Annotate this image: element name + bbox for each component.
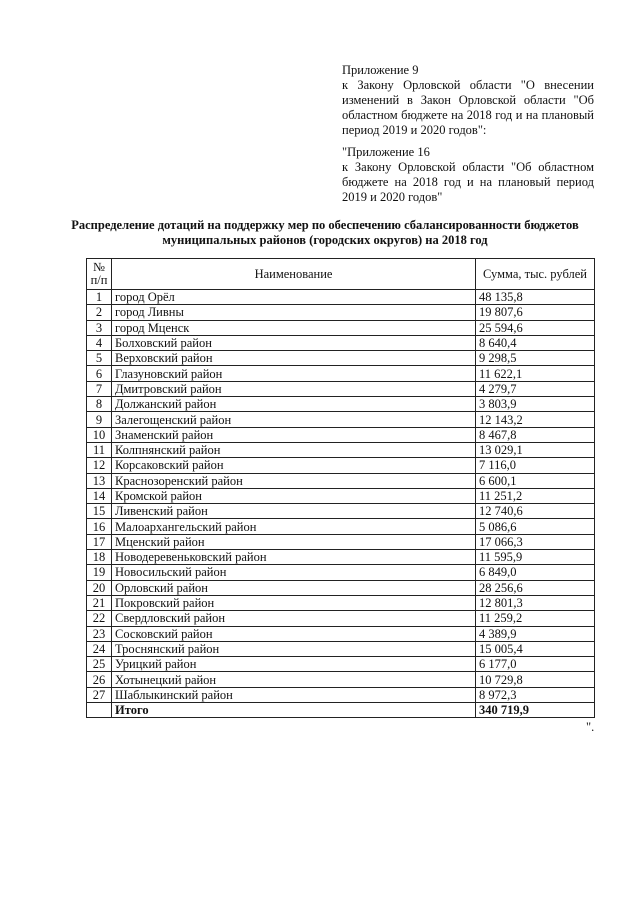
row-sum: 7 116,0 xyxy=(476,458,595,473)
row-num: 15 xyxy=(87,504,112,519)
row-num: 9 xyxy=(87,412,112,427)
row-name: Верховский район xyxy=(112,351,476,366)
row-num: 5 xyxy=(87,351,112,366)
row-sum: 6 600,1 xyxy=(476,473,595,488)
row-num: 4 xyxy=(87,335,112,350)
total-label: Итого xyxy=(112,703,476,718)
row-num: 10 xyxy=(87,427,112,442)
table-row xyxy=(87,290,595,305)
row-sum: 8 467,8 xyxy=(476,427,595,442)
total-row xyxy=(87,703,595,718)
row-sum: 11 251,2 xyxy=(476,488,595,503)
row-name: город Мценск xyxy=(112,320,476,335)
appendix-9-text: к Закону Орловской области "О внесении изменений в Закон Орловской области "Об областном бюджете на 2018 год и на плановый период 2019 и 2020 годов": xyxy=(342,78,594,137)
total-sum: 340 719,9 xyxy=(476,703,595,718)
row-num: 11 xyxy=(87,442,112,457)
row-sum: 6 177,0 xyxy=(476,657,595,672)
row-sum: 11 595,9 xyxy=(476,550,595,565)
row-sum: 11 622,1 xyxy=(476,366,595,381)
table-header-row xyxy=(87,259,595,290)
row-sum: 10 729,8 xyxy=(476,672,595,687)
row-sum: 5 086,6 xyxy=(476,519,595,534)
row-sum: 9 298,5 xyxy=(476,351,595,366)
appendix-9-title: Приложение 9 xyxy=(342,63,419,77)
table-row xyxy=(87,305,595,320)
table-row xyxy=(87,580,595,595)
row-num: 21 xyxy=(87,595,112,610)
table-row xyxy=(87,335,595,350)
row-num: 25 xyxy=(87,657,112,672)
row-num: 13 xyxy=(87,473,112,488)
header-sum: Сумма, тыс. рублей xyxy=(476,259,595,290)
table-row xyxy=(87,565,595,580)
appendix-16-title: "Приложение 16 xyxy=(342,145,430,159)
row-name: Хотынецкий район xyxy=(112,672,476,687)
row-num: 3 xyxy=(87,320,112,335)
row-name: Свердловский район xyxy=(112,611,476,626)
table-row xyxy=(87,458,595,473)
row-name: Сосковский район xyxy=(112,626,476,641)
row-sum: 12 740,6 xyxy=(476,504,595,519)
row-sum: 11 259,2 xyxy=(476,611,595,626)
total-num xyxy=(87,703,112,718)
row-name: Урицкий район xyxy=(112,657,476,672)
table-row xyxy=(87,595,595,610)
row-name: Колпнянский район xyxy=(112,442,476,457)
row-sum: 13 029,1 xyxy=(476,442,595,457)
table-row xyxy=(87,611,595,626)
appendix-16-text: к Закону Орловской области "Об областном бюджете на 2018 год и на плановый период 2019 и 2020 годов" xyxy=(342,160,594,204)
table-row xyxy=(87,366,595,381)
row-name: Мценский район xyxy=(112,534,476,549)
table-row xyxy=(87,641,595,656)
table-row xyxy=(87,672,595,687)
table-row xyxy=(87,626,595,641)
table-row xyxy=(87,412,595,427)
table-row xyxy=(87,351,595,366)
table-row xyxy=(87,687,595,702)
row-sum: 12 801,3 xyxy=(476,595,595,610)
closing-quote: ". xyxy=(586,720,595,734)
row-name: Новодеревеньковский район xyxy=(112,550,476,565)
row-name: Должанский район xyxy=(112,397,476,412)
row-sum: 25 594,6 xyxy=(476,320,595,335)
row-sum: 6 849,0 xyxy=(476,565,595,580)
row-sum: 19 807,6 xyxy=(476,305,595,320)
table-row xyxy=(87,504,595,519)
row-sum: 8 972,3 xyxy=(476,687,595,702)
row-name: Дмитровский район xyxy=(112,381,476,396)
row-num: 20 xyxy=(87,580,112,595)
row-num: 8 xyxy=(87,397,112,412)
row-sum: 4 279,7 xyxy=(476,381,595,396)
table-row xyxy=(87,397,595,412)
row-num: 1 xyxy=(87,290,112,305)
table-row xyxy=(87,657,595,672)
row-name: Залегощенский район xyxy=(112,412,476,427)
row-name: город Орёл xyxy=(112,290,476,305)
document-title: Распределение дотаций на поддержку мер по обеспечению сбалансированности бюджетов муниципальных районов (городских округов) на 2018 год xyxy=(71,218,579,247)
row-name: Орловский район xyxy=(112,580,476,595)
header-name: Наименование xyxy=(112,259,476,290)
row-num: 26 xyxy=(87,672,112,687)
table-row xyxy=(87,381,595,396)
table-row xyxy=(87,519,595,534)
row-name: Болховский район xyxy=(112,335,476,350)
row-sum: 28 256,6 xyxy=(476,580,595,595)
table-row xyxy=(87,488,595,503)
row-num: 14 xyxy=(87,488,112,503)
row-num: 27 xyxy=(87,687,112,702)
row-name: Троснянский район xyxy=(112,641,476,656)
row-name: Шаблыкинский район xyxy=(112,687,476,702)
row-sum: 15 005,4 xyxy=(476,641,595,656)
row-num: 16 xyxy=(87,519,112,534)
row-name: Кромской район xyxy=(112,488,476,503)
table-body xyxy=(87,290,595,718)
table-row xyxy=(87,320,595,335)
row-num: 7 xyxy=(87,381,112,396)
appendix-16-header xyxy=(342,145,594,205)
row-num: 23 xyxy=(87,626,112,641)
row-num: 2 xyxy=(87,305,112,320)
row-num: 22 xyxy=(87,611,112,626)
row-num: 24 xyxy=(87,641,112,656)
row-name: город Ливны xyxy=(112,305,476,320)
row-sum: 8 640,4 xyxy=(476,335,595,350)
row-name: Покровский район xyxy=(112,595,476,610)
row-num: 19 xyxy=(87,565,112,580)
row-num: 6 xyxy=(87,366,112,381)
row-sum: 48 135,8 xyxy=(476,290,595,305)
table-row xyxy=(87,550,595,565)
header-num: № п/п xyxy=(87,259,112,290)
row-sum: 12 143,2 xyxy=(476,412,595,427)
row-name: Знаменский район xyxy=(112,427,476,442)
row-name: Краснозоренский район xyxy=(112,473,476,488)
row-num: 17 xyxy=(87,534,112,549)
row-sum: 3 803,9 xyxy=(476,397,595,412)
row-name: Ливенский район xyxy=(112,504,476,519)
table-row xyxy=(87,473,595,488)
table-row xyxy=(87,427,595,442)
row-name: Корсаковский район xyxy=(112,458,476,473)
table-row xyxy=(87,442,595,457)
row-sum: 4 389,9 xyxy=(476,626,595,641)
row-name: Новосильский район xyxy=(112,565,476,580)
appendix-9-header xyxy=(342,63,594,138)
subsidy-table xyxy=(86,258,595,718)
row-num: 18 xyxy=(87,550,112,565)
row-name: Глазуновский район xyxy=(112,366,476,381)
row-name: Малоархангельский район xyxy=(112,519,476,534)
table-row xyxy=(87,534,595,549)
row-sum: 17 066,3 xyxy=(476,534,595,549)
row-num: 12 xyxy=(87,458,112,473)
